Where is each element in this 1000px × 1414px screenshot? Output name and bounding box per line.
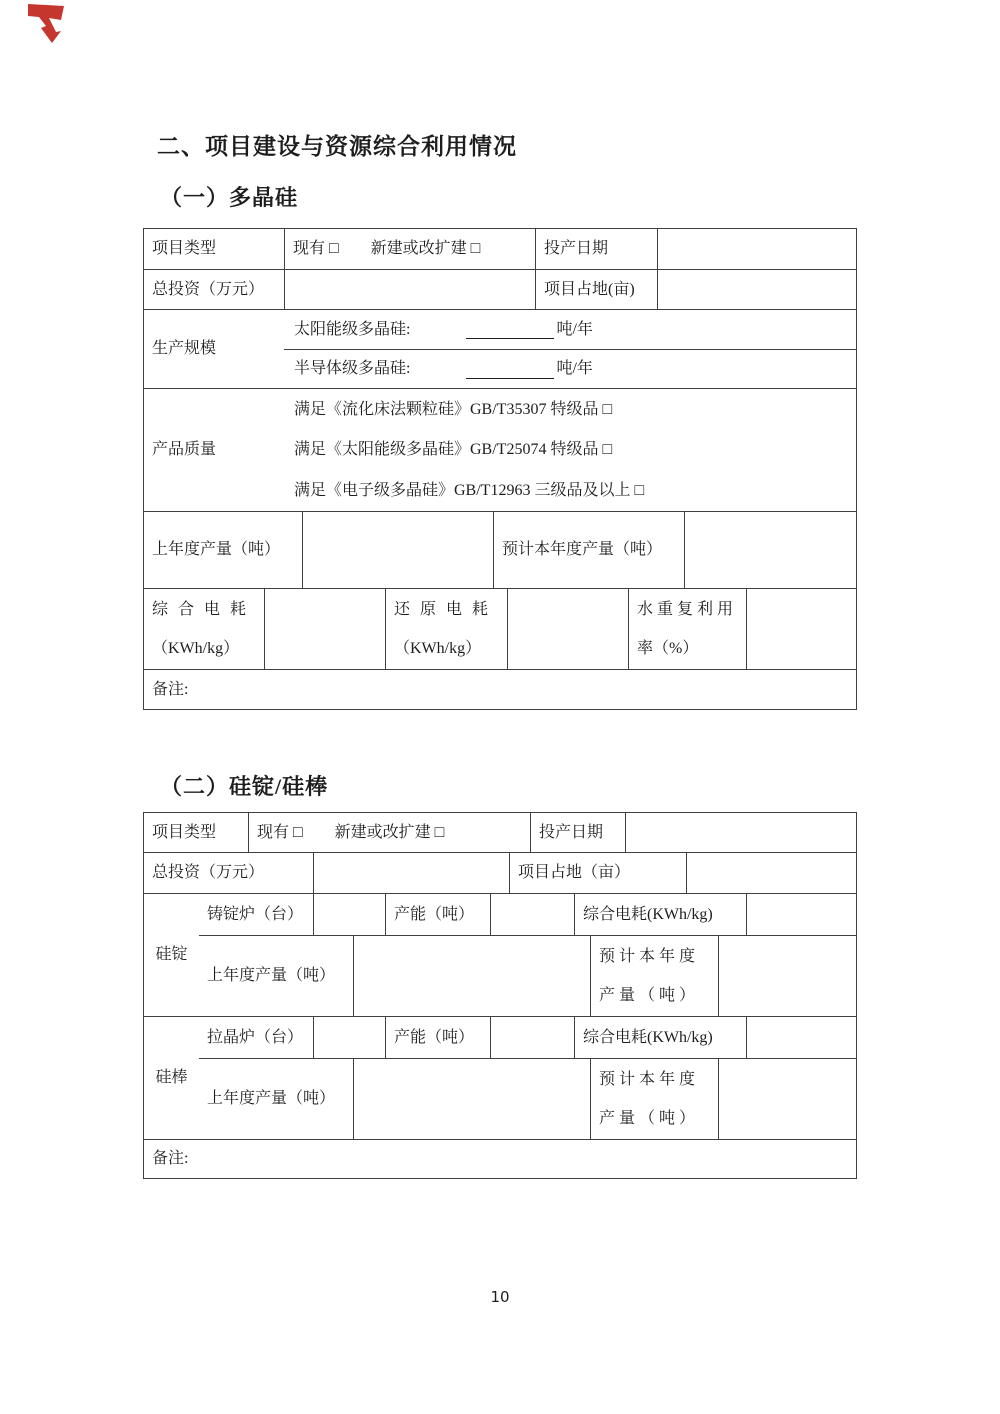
land-area-value bbox=[686, 853, 856, 893]
water-reuse-value bbox=[746, 589, 856, 669]
total-investment-label: 总投资（万元） bbox=[152, 280, 265, 298]
rod-block bbox=[144, 1016, 856, 1139]
rod-furnace-row bbox=[199, 1017, 856, 1058]
production-date-value bbox=[625, 813, 856, 852]
production-date-label: 投产日期 bbox=[535, 229, 657, 269]
land-area-label: 项目占地(亩) bbox=[535, 270, 657, 309]
ingot-label: 硅锭 bbox=[155, 946, 188, 964]
ingot-forecast-value bbox=[718, 936, 856, 1016]
reduction-power-line1: 还原电耗 bbox=[394, 601, 499, 618]
quality-standard-line: 满足《流化床法颗粒硅》GB/T35307 特级品 □ bbox=[294, 400, 613, 418]
semiconductor-grade-unit: 吨/年 bbox=[556, 360, 593, 378]
rod-power-value bbox=[746, 1017, 856, 1058]
comprehensive-power-value bbox=[264, 589, 385, 669]
ingot-lastyear-label: 上年度产量（吨） bbox=[207, 967, 336, 985]
rod-lastyear-label: 上年度产量（吨） bbox=[207, 1090, 336, 1108]
rod-power-label: 综合电耗(KWh/kg) bbox=[574, 1017, 746, 1058]
ingot-rod-table bbox=[143, 812, 857, 1179]
table-row bbox=[144, 229, 856, 269]
ingot-output-row bbox=[199, 935, 856, 1016]
red-mark-shape bbox=[28, 4, 64, 43]
semiconductor-grade-line bbox=[284, 349, 856, 389]
comprehensive-power-line1: 综合电耗 bbox=[152, 601, 257, 618]
rod-content bbox=[199, 1017, 856, 1139]
rod-forecast-line1: 预计本年度 bbox=[599, 1071, 700, 1088]
subsection-title-ingot-rod: （二）硅锭/硅棒 bbox=[160, 774, 329, 799]
forecast-output-value bbox=[684, 512, 856, 588]
ingot-forecast-line1: 预计本年度 bbox=[599, 948, 700, 965]
comprehensive-power-line2: （KWh/kg） bbox=[152, 640, 240, 657]
ingot-forecast-line2: 产量（吨） bbox=[599, 987, 700, 1004]
production-scale-row bbox=[144, 309, 856, 388]
page-number: 10 bbox=[490, 1288, 510, 1306]
ingot-power-value bbox=[746, 894, 856, 935]
rod-lastyear-value bbox=[353, 1059, 590, 1139]
remarks-label: 备注: bbox=[152, 1150, 189, 1168]
rod-capacity-label: 产能（吨） bbox=[385, 1017, 490, 1058]
output-row bbox=[144, 511, 856, 588]
ingot-furnace-value bbox=[313, 894, 385, 935]
red-corner-mark bbox=[24, 0, 72, 48]
rod-capacity-value bbox=[490, 1017, 574, 1058]
water-reuse-line1: 水重复利用 bbox=[637, 601, 738, 618]
ingot-lastyear-value bbox=[353, 936, 590, 1016]
table-row bbox=[144, 269, 856, 309]
production-scale-content bbox=[284, 310, 856, 388]
rod-output-row bbox=[199, 1058, 856, 1139]
land-area-value bbox=[657, 270, 856, 309]
project-type-options: 现有 □ 新建或改扩建 □ bbox=[248, 813, 530, 852]
product-quality-row bbox=[144, 388, 856, 511]
rod-forecast-value bbox=[718, 1059, 856, 1139]
table-row bbox=[144, 813, 856, 852]
rod-forecast-line2: 产量（吨） bbox=[599, 1110, 700, 1127]
ingot-furnace-row bbox=[199, 894, 856, 935]
polysilicon-table bbox=[143, 228, 857, 710]
ingot-capacity-value bbox=[490, 894, 574, 935]
solar-grade-unit: 吨/年 bbox=[556, 320, 593, 338]
total-investment-label: 总投资（万元） bbox=[152, 864, 265, 882]
last-year-output-value bbox=[302, 512, 493, 588]
land-area-label: 项目占地（亩） bbox=[509, 853, 686, 893]
reduction-power-label bbox=[385, 589, 507, 669]
ingot-forecast-label bbox=[590, 936, 718, 1016]
quality-standard-line: 满足《电子级多晶硅》GB/T12963 三级品及以上 □ bbox=[294, 482, 645, 500]
solar-grade-label: 太阳能级多晶硅: bbox=[294, 320, 411, 338]
solar-grade-line bbox=[284, 310, 856, 349]
ingot-capacity-label: 产能（吨） bbox=[385, 894, 490, 935]
table-row bbox=[144, 852, 856, 893]
rod-furnace-value bbox=[313, 1017, 385, 1058]
forecast-output-label: 预计本年度产量（吨） bbox=[493, 512, 684, 588]
project-type-label: 项目类型 bbox=[152, 240, 217, 258]
last-year-output-label: 上年度产量（吨） bbox=[152, 541, 281, 559]
remarks-label: 备注: bbox=[152, 680, 189, 698]
product-quality-label: 产品质量 bbox=[152, 441, 217, 459]
water-reuse-label bbox=[628, 589, 746, 669]
production-scale-label: 生产规模 bbox=[152, 340, 217, 358]
blank-line bbox=[466, 319, 554, 339]
total-investment-value bbox=[284, 270, 535, 309]
section-title: 二、项目建设与资源综合利用情况 bbox=[157, 133, 517, 159]
quality-standard-line: 满足《太阳能级多晶硅》GB/T25074 特级品 □ bbox=[294, 441, 613, 459]
rod-label: 硅棒 bbox=[155, 1069, 188, 1087]
product-quality-content bbox=[284, 389, 856, 511]
production-date-label: 投产日期 bbox=[530, 813, 625, 852]
subsection-title-polysilicon: （一）多晶硅 bbox=[160, 185, 299, 210]
semiconductor-grade-label: 半导体级多晶硅: bbox=[294, 360, 411, 378]
production-date-value bbox=[657, 229, 856, 269]
blank-line bbox=[466, 359, 554, 379]
project-type-options: 现有 □ 新建或改扩建 □ bbox=[284, 229, 535, 269]
total-investment-value bbox=[313, 853, 509, 893]
rod-furnace-label: 拉晶炉（台） bbox=[207, 1028, 304, 1046]
water-reuse-line2: 率（%） bbox=[637, 640, 699, 657]
project-type-label: 项目类型 bbox=[152, 823, 217, 841]
remarks-row bbox=[144, 669, 856, 709]
reduction-power-line2: （KWh/kg） bbox=[394, 640, 482, 657]
remarks-row bbox=[144, 1139, 856, 1178]
power-consumption-row bbox=[144, 588, 856, 669]
reduction-power-value bbox=[507, 589, 628, 669]
ingot-power-label: 综合电耗(KWh/kg) bbox=[574, 894, 746, 935]
comprehensive-power-label bbox=[144, 589, 264, 669]
ingot-content bbox=[199, 894, 856, 1016]
rod-forecast-label bbox=[590, 1059, 718, 1139]
ingot-furnace-label: 铸锭炉（台） bbox=[207, 905, 304, 923]
ingot-block bbox=[144, 893, 856, 1016]
